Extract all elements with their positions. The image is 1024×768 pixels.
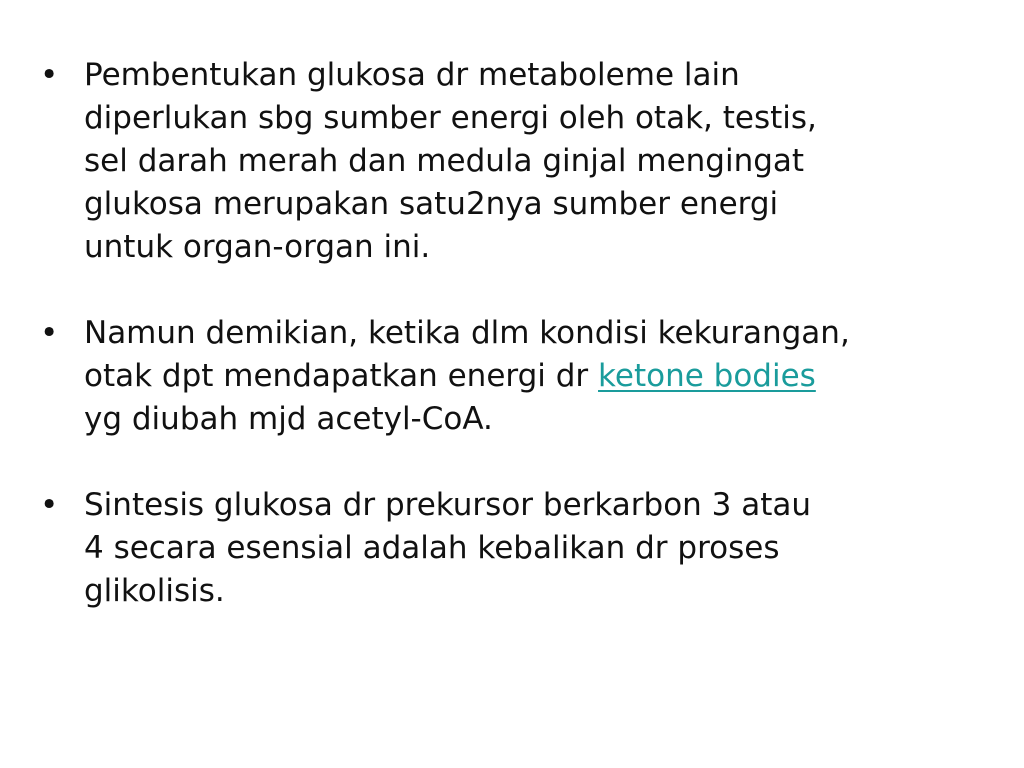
bullet-dot-icon: • (40, 315, 59, 351)
bullet-1-line-5: untuk organ-organ ini. (84, 229, 431, 265)
bullet-2-line-1: Namun demikian, ketika dlm kondisi kekurangan, (84, 315, 850, 351)
bullet-3-line-1: Sintesis glukosa dr prekursor berkarbon 3 atau (84, 487, 812, 523)
bullet-3-line-3: glikolisis. (84, 573, 225, 609)
bullet-dot-icon: • (40, 57, 59, 93)
bullet-1-line-4: glukosa merupakan satu2nya sumber energi (84, 186, 779, 222)
bullet-1-line-2: diperlukan sbg sumber energi oleh otak, testis, (84, 100, 817, 136)
bullet-item-3 (40, 484, 980, 613)
bullet-1-line-1: Pembentukan glukosa dr metaboleme lain (84, 57, 740, 93)
bullet-2-line-2 (84, 355, 980, 398)
bullet-2-line-3: yg diubah mjd acetyl-CoA. (84, 401, 493, 437)
bullet-item-2 (40, 312, 980, 441)
bullet-3-line-2: 4 secara esensial adalah kebalikan dr proses (84, 530, 780, 566)
bullet-2-line-2-text: otak dpt mendapatkan energi dr (84, 358, 599, 394)
bullet-item-1 (40, 54, 980, 269)
bullet-1-line-3: sel darah merah dan medula ginjal mengingat (84, 143, 805, 179)
bullet-list (40, 54, 980, 613)
bullet-dot-icon: • (40, 487, 59, 523)
ketone-bodies-link[interactable]: ketone bodies (598, 358, 816, 394)
